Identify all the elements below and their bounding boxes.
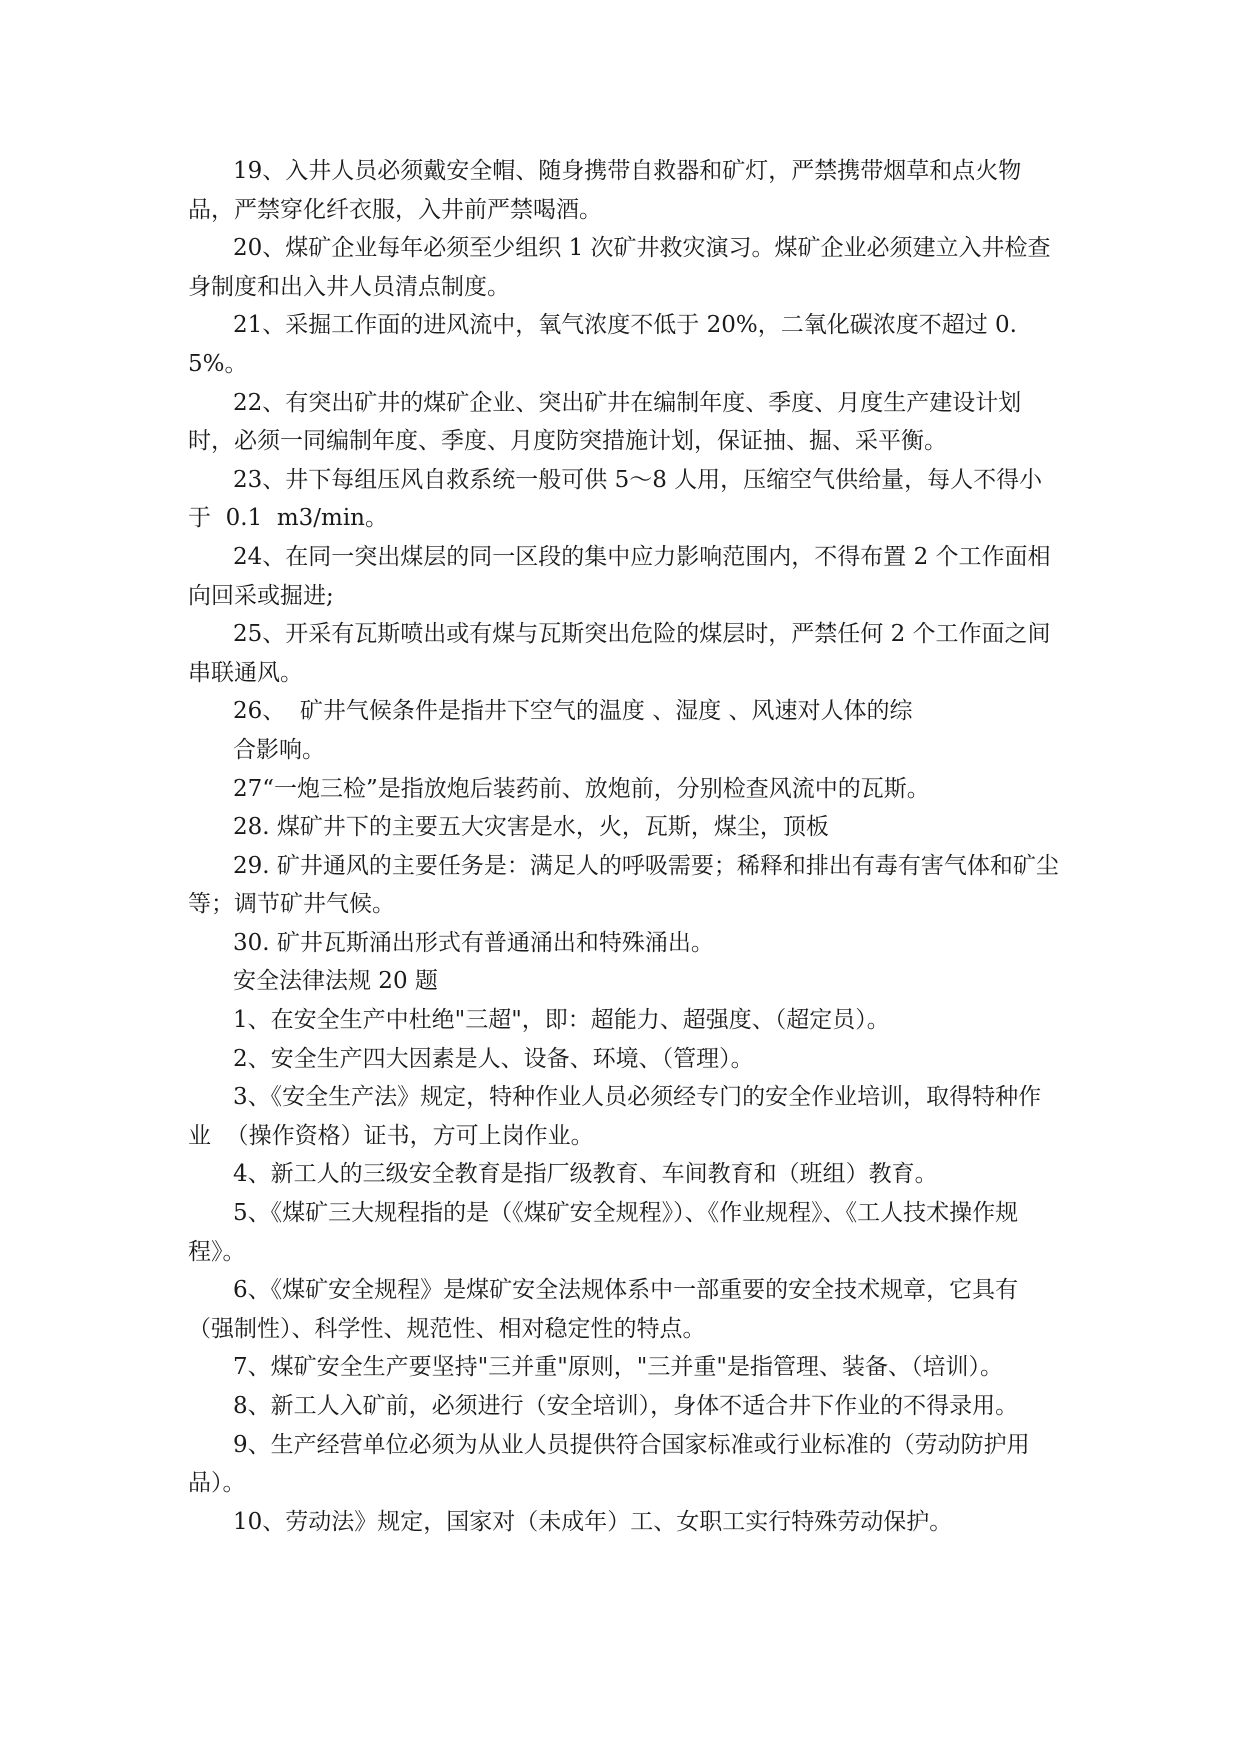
law-item-1: 1、在安全生产中杜绝"三超"，即：超能力、超强度、（超定员）。 — [233, 1007, 890, 1034]
law-item-2: 2、安全生产四大因素是人、设备、环境、（管理）。 — [233, 1045, 754, 1072]
law-item-5: 5、《煤矿三大规程指的是（《煤矿安全规程》）、《作业规程》、《工人技术操作规程》。 — [188, 1200, 1019, 1265]
paragraph-25: 25、开采有瓦斯喷出或有煤与瓦斯突出危险的煤层时，严禁任何 2 个工作面之间串联通风。 — [188, 621, 1051, 686]
paragraph-19: 19、入井人员必须戴安全帽、随身携带自救器和矿灯，严禁携带烟草和点火物品，严禁穿化纤衣服，入井前严禁喝酒。 — [188, 158, 1022, 223]
paragraph-22: 22、有突出矿井的煤矿企业、突出矿井在编制年度、季度、月度生产建设计划时，必须一同编制年度、季度、月度防突措施计划，保证抽、掘、采平衡。 — [188, 389, 1022, 455]
law-item-4: 4、新工人的三级安全教育是指厂级教育、车间教育和（班组）教育。 — [233, 1161, 938, 1188]
paragraph-24: 24、在同一突出煤层的同一区段的集中应力影响范围内，不得布置 2 个工作面相向回采或掘进; — [188, 543, 1051, 609]
paragraph-28: 28. 煤矿井下的主要五大灾害是水，火，瓦斯，煤尘，顶板 — [233, 814, 829, 841]
paragraph-26-line1: 26、 矿井气候条件是指井下空气的温度 、湿度 、风速对人体的综 — [233, 698, 913, 725]
law-item-6: 6、《煤矿安全规程》是煤矿安全法规体系中一部重要的安全技术规章，它具有（强制性）、科学性、规范性、相对稳定性的特点。 — [188, 1277, 1019, 1342]
paragraph-27: 27“一炮三检”是指放炮后装药前、放炮前，分别检查风流中的瓦斯。 — [233, 775, 930, 802]
paragraph-20: 20、煤矿企业每年必须至少组织 1 次矿井救灾演习。煤矿企业必须建立入井检查身制度和出入井人员清点制度。 — [188, 235, 1051, 300]
section-heading: 安全法律法规 20 题 — [233, 968, 438, 995]
law-item-9: 9、生产经营单位必须为从业人员提供符合国家标准或行业标准的（劳动防护用品）。 — [188, 1431, 1030, 1497]
paragraph-26-line2: 合影响。 — [233, 736, 325, 763]
law-item-3: 3、《安全生产法》规定，特种作业人员必须经专门的安全作业培训，取得特种作业 （操作资格）证书，方可上岗作业。 — [188, 1084, 1042, 1149]
paragraph-29: 29. 矿井通风的主要任务是：满足人的呼吸需要；稀释和排出有毒有害气体和矿尘等；调节矿井气候。 — [188, 852, 1059, 918]
law-item-10: 10、劳动法》规定，国家对（未成年）工、女职工实行特殊劳动保护。 — [233, 1508, 953, 1535]
law-item-8: 8、新工人入矿前，必须进行（安全培训），身体不适合井下作业的不得录用。 — [233, 1393, 1019, 1419]
document-body — [188, 152, 1061, 1541]
law-item-7: 7、煤矿安全生产要坚持"三并重"原则，"三并重"是指管理、装备、（培训）。 — [233, 1354, 1003, 1381]
paragraph-30: 30. 矿井瓦斯涌出形式有普通涌出和特殊涌出。 — [233, 929, 714, 956]
paragraph-21: 21、采掘工作面的进风流中，氧气浓度不低于 20%，二氧化碳浓度不超过 0.5%。 — [188, 312, 1017, 377]
paragraph-23: 23、井下每组压风自救系统一般可供 5～8 人用，压缩空气供给量，每人不得小于 0.1 m3/min。 — [188, 466, 1043, 532]
